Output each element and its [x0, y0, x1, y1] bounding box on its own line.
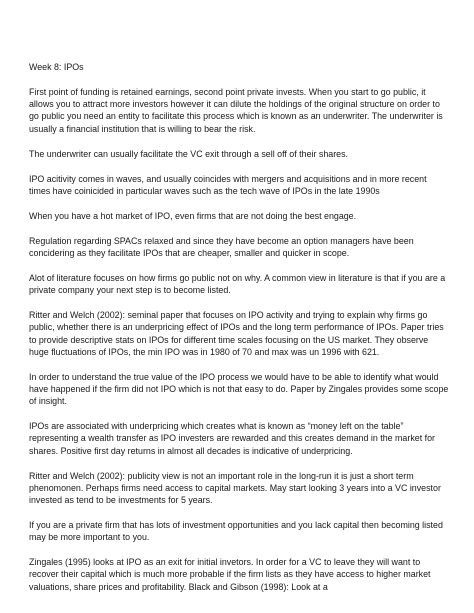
paragraph: Regulation regarding SPACs relaxed and since they have become an option managers have been concidering as they facilitate IPOs that are cheaper, smaller and quicker in scope. [29, 235, 414, 259]
paragraph: Zingales (1995) looks at IPO as an exit for initial invetors. In order for a VC to leave they will want to recover their capital which is much more probable if the firm lists as they have access to higher market valuations, share prices and profitability. Black and Gibson (1998): Look at a [29, 557, 431, 592]
paragraph: If you are a private firm that has lots of investment opportunities and you lack capital then becoming listed may be more important to you. [29, 520, 443, 543]
paragraph: Ritter and Welch (2002): seminal paper that focuses on IPO activity and trying to explain why firms go public, whether there is an underpricing effect of IPOs and the long term performance of IPOs. Paper tries to provide descriptive stats on IPOs for different time scales focusing on the US market. They observe huge fluctuations of IPOs, the min IPO was in 1980 of 70 and max was un 1996 with 621. [29, 310, 444, 357]
page-title: Week 8: IPOs [29, 62, 84, 72]
paragraph: In order to understand the true value of the IPO process we would have to be able to identify what would have happened if the firm did not IPO which is not that easy to do. Paper by Zingales provides some scope of insight. [29, 371, 449, 407]
paragraph: When you have a hot market of IPO, even firms that are not doing the best engage. [29, 210, 357, 221]
document-body [29, 61, 449, 606]
paragraph: The underwriter can usually facilitate the VC exit through a sell off of their shares. [29, 148, 349, 159]
paragraph: Ritter and Welch (2002): publicity view is not an important role in the long-run it is just a short term phenomonen. Perhaps firms need access to capital markets. May start looking 3 years into a VC investor invested as tend to be investments for 5 years. [29, 470, 441, 506]
paragraph: IPOs are associated with underpricing which creates what is known as “money left on the table” representing a wealth transfer as IPO investers are rewarded and this creates demand in the market for shares. Positive first day returns in almost all decades is indicative of underpricing. [29, 421, 435, 456]
paragraph: IPO acitivity comes in waves, and usually coincides with mergers and acquisitions and in more recent times have coinicided in particular waves such as the tech wave of IPOs in the late 1990s [29, 173, 427, 196]
paragraph: Alot of literature focuses on how firms go public not on why. A common view in literature is that if you are a private company your next step is to become listed. [29, 273, 446, 296]
paragraph: First point of funding is retained earnings, second point private invests. When you start to go public, it allows you to attract more investors however it can dilute the holdings of the original structure on order to go public you need an entity to facilitate this process which is known as an underwriter. The underwriter is usually a financial institution that is willing to bear the risk. [29, 87, 443, 134]
